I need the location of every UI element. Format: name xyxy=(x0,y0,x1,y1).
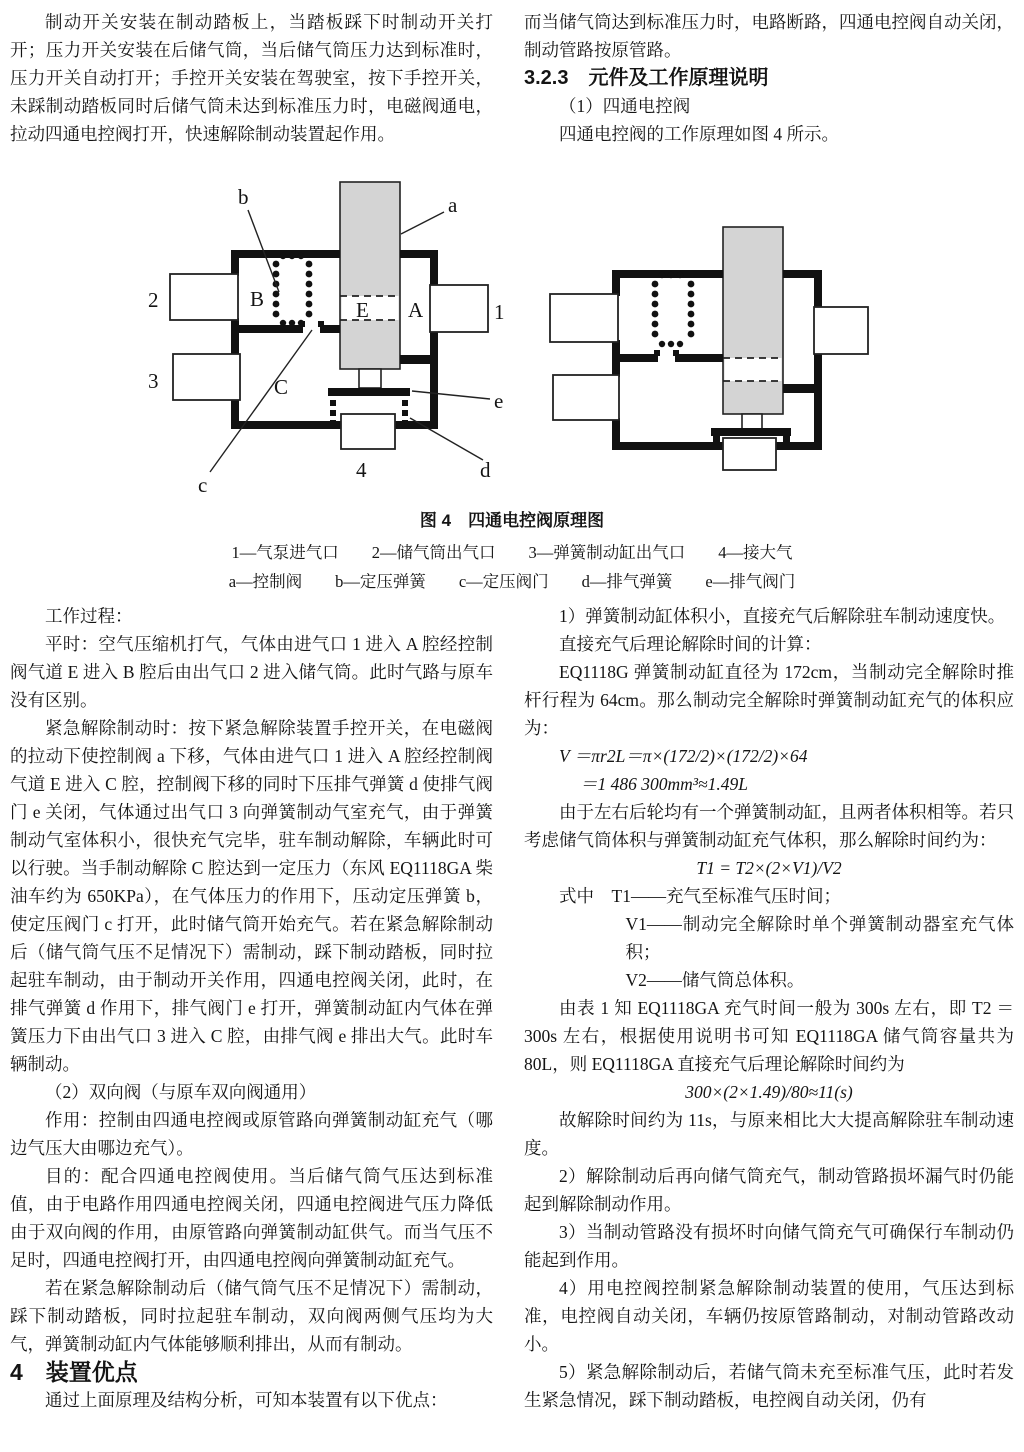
pressure-spring-dots xyxy=(652,272,695,347)
left-column-top xyxy=(10,8,493,148)
section-heading-4: 4 装置优点 xyxy=(10,1359,138,1385)
paragraph: 4）用电控阀控制紧急解除制动装置的使用，气压达到标准，电控阀自动关闭，车辆仍按原管路制动，对制动管路改动小。 xyxy=(524,1278,1014,1354)
formula-time: T1 = T2×(2×V1)/V2 xyxy=(696,858,842,878)
paragraph: 若在紧急解除制动后（储气筒气压不足情况下）需制动，踩下制动踏板，同时拉起驻车制动，双向阀两侧气压均为大气，弹簧制动缸内气体能够顺利排出，从而有制动。 xyxy=(10,1278,493,1354)
paragraph: 通过上面原理及结构分析，可知本装置有以下优点： xyxy=(45,1390,448,1410)
paragraph: 由表 1 知 EQ1118GA 充气时间一般为 300s 左右，即 T2 ＝300s 左右，根据使用说明书可知 EQ1118GA 储气筒容量共为 80L，则 EQ1118GA 直接充气后理论解除时间约为 xyxy=(524,998,1014,1074)
paragraph: 平时：空气压缩机打气，气体由进气口 1 进入 A 腔经控制阀气道 E 进入 B 腔后由出气口 2 进入储气筒。此时气路与原车没有区别。 xyxy=(10,634,493,710)
figure-legend-ports: 1—气泵进气口 2—储气筒出气口 3—弹簧制动缸出气口 4—接大气 xyxy=(231,543,793,562)
label-b: b xyxy=(238,185,249,209)
right-column-top xyxy=(524,8,1014,148)
port-1-box xyxy=(430,285,488,332)
label-E: E xyxy=(356,298,369,322)
section-heading-323: 3.2.3 元件及工作原理说明 xyxy=(524,67,769,89)
port-4-box xyxy=(341,414,395,449)
label-e: e xyxy=(494,389,504,413)
paragraph: 而当储气筒达到标准压力时，电路断路，四通电控阀自动关闭，制动管路按原管路。 xyxy=(524,12,1014,60)
valve-stem xyxy=(359,369,381,388)
paragraph: 2）解除制动后再向储气筒充气，制动管路损坏漏气时仍能起到解除制动作用。 xyxy=(524,1166,1014,1214)
paragraph: 故解除时间约为 11s，与原来相比大大提高解除驻车制动速度。 xyxy=(524,1110,1014,1158)
formula-volume-result: ＝1 486 300mm³≈1.49L xyxy=(580,774,748,794)
exhaust-valve-plate xyxy=(328,388,410,396)
label-A: A xyxy=(408,298,424,322)
paragraph: 由于左右后轮均有一个弹簧制动缸，且两者体积相等。若只考虑储气筒体积与弹簧制动缸充气体积，那么解除时间约为： xyxy=(524,802,1014,850)
port-2-box xyxy=(170,274,238,320)
paragraph: 1）弹簧制动缸体积小，直接充气后解除驻车制动速度快。 xyxy=(559,606,1006,626)
formula-definition: V2——储气筒总体积。 xyxy=(625,970,805,990)
valve-stem xyxy=(742,414,762,429)
formula-time-result: 300×(2×1.49)/80≈11(s) xyxy=(685,1082,853,1102)
label-B: B xyxy=(250,287,265,311)
label-c: c xyxy=(198,473,208,497)
figure-caption-title: 图 4 四通电控阀原理图 xyxy=(419,511,605,530)
paragraph: 作用：控制由四通电控阀或原管路向弹簧制动缸充气（哪边气压大由哪边充气）。 xyxy=(10,1110,493,1158)
figure-caption xyxy=(0,506,1024,597)
diagram-labels xyxy=(148,185,505,497)
valve-diagram-actuated xyxy=(540,172,940,502)
port-4-box xyxy=(723,438,776,470)
paragraph: 5）紧急解除制动后，若储气筒未充至标准气压，此时若发生紧急情况，踩下制动踏板，电控阀自动关闭，仍有 xyxy=(524,1362,1014,1410)
label-C: C xyxy=(274,375,289,399)
valve-housing-walls xyxy=(612,270,822,450)
exhaust-valve-plate xyxy=(711,428,791,436)
port-1-box xyxy=(814,307,868,354)
control-valve-piston xyxy=(340,182,400,369)
formula-definition: 式中 T1——充气至标准气压时间； xyxy=(559,886,841,906)
paragraph: （1）四通电控阀 xyxy=(559,96,691,116)
paragraph: 四通电控阀的工作原理如图 4 所示。 xyxy=(559,124,839,144)
paragraph: 工作过程： xyxy=(45,606,133,626)
paragraph: EQ1118G 弹簧制动缸直径为 172cm，当制动完全解除时推杆行程为 64cm。那么制动完全解除时弹簧制动缸充气的体积应为： xyxy=(524,662,1014,738)
valve-diagram-normal xyxy=(128,172,520,502)
control-valve-piston-down xyxy=(723,227,783,414)
label-4: 4 xyxy=(356,458,367,482)
port-2-box xyxy=(550,294,618,342)
paragraph: 制动开关安装在制动踏板上，当踏板踩下时制动开关打开；压力开关安装在后储气筒，当后储气筒压力达到标准时，压力开关自动打开；手控开关安装在驾驶室，按下手控开关，未踩制动踏板同时后储气筒未达到标准压力时，电磁阀通电，拉动四通电控阀打开，快速解除制动装置起作用。 xyxy=(10,12,493,144)
figure-legend-parts: a—控制阀 b—定压弹簧 c—定压阀门 d—排气弹簧 e—排气阀门 xyxy=(228,572,796,591)
label-a: a xyxy=(448,193,458,217)
right-column-bottom xyxy=(524,602,1014,1414)
paragraph: 目的：配合四通电控阀使用。当后储气筒气压达到标准值，由于电路作用四通电控阀关闭，四通电控阀进气压力降低由于双向阀的作用，由原管路向弹簧制动缸供气。而当气压不足时，四通电控阀打开，由四通电控阀向弹簧制动缸充气。 xyxy=(10,1166,493,1270)
port-3-box xyxy=(173,354,240,400)
port-3-box xyxy=(553,375,619,420)
paragraph: 直接充气后理论解除时间的计算： xyxy=(559,634,822,654)
paragraph: （2）双向阀（与原车双向阀通用） xyxy=(45,1082,317,1102)
label-1: 1 xyxy=(494,300,505,324)
paragraph: 3）当制动管路没有损坏时向储气筒充气可确保行车制动仍能起到作用。 xyxy=(524,1222,1014,1270)
left-column-bottom xyxy=(10,602,493,1414)
figure-4 xyxy=(0,172,1024,596)
paragraph: 紧急解除制动时：按下紧急解除装置手控开关，在电磁阀的拉动下使控制阀 a 下移，气体由进气口 1 进入 A 腔经控制阀气道 E 进入 C 腔，控制阀下移的同时下压排气弹簧 d 使排气阀门 e 关闭，气体通过出气口 3 向弹簧制动气室充气，由于弹簧制动气室体积小，很快充气完毕，驻车制动解除，车辆此时可以行驶。当手制动解除 C 腔达到一定压力（东风 EQ1118GA 柴油车约为 650KPa），在气体压力的作用下，压动定压弹簧 b，使定压阀门 c 打开，此时储气筒开始充气。若在紧急解除制动后（储气筒气压不足情况下）需制动，踩下制动踏板，同时拉起驻车制动，由于制动开关作用，四通电控阀关闭，此时，在排气弹簧 d 作用下，排气阀门 e 打开，弹簧制动缸内气体在弹簧压力下由出气口 3 进入 C 腔，由排气阀 e 排出大气。此时车辆制动。 xyxy=(10,718,493,1074)
label-3: 3 xyxy=(148,369,159,393)
label-2: 2 xyxy=(148,288,159,312)
label-d: d xyxy=(480,458,491,482)
formula-definition: V1——制动完全解除时单个弹簧制动器室充气体积； xyxy=(625,914,1014,962)
formula-volume: V ＝πr2L＝π×(172/2)×(172/2)×64 xyxy=(559,746,808,766)
